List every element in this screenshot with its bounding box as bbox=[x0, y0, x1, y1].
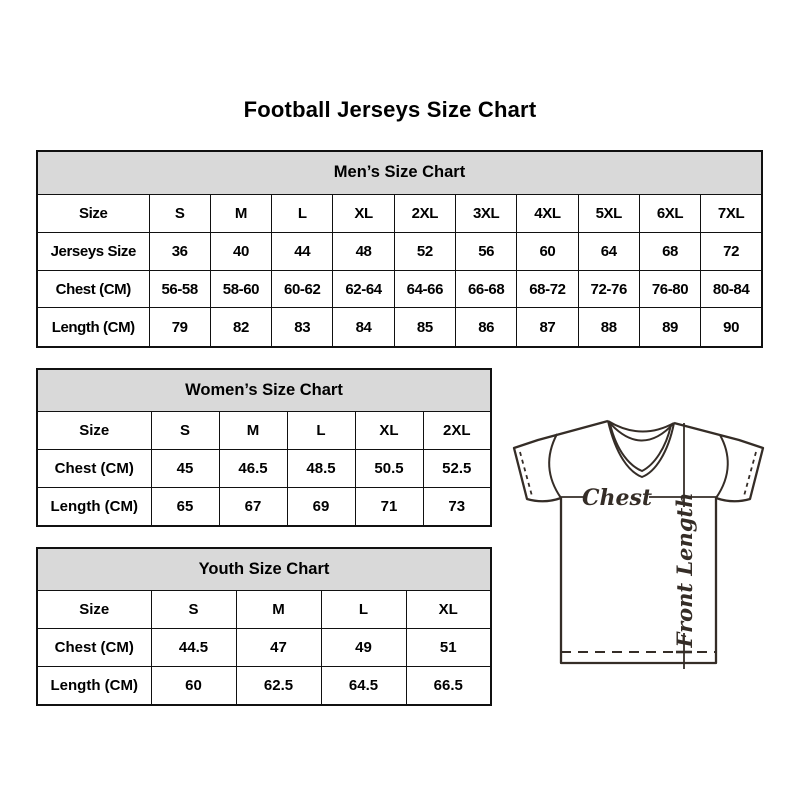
youth-table-row bbox=[37, 591, 491, 629]
mens-cell: 3XL bbox=[455, 194, 516, 232]
youth-cell: XL bbox=[406, 591, 491, 629]
youth-cell: 51 bbox=[406, 629, 491, 667]
womens-size-table bbox=[36, 368, 492, 527]
mens-row-label: Jerseys Size bbox=[37, 232, 149, 270]
mens-cell: 44 bbox=[272, 232, 333, 270]
mens-cell: XL bbox=[333, 194, 394, 232]
womens-table-row bbox=[37, 487, 491, 526]
youth-row-label: Length (CM) bbox=[37, 666, 151, 705]
mens-cell: 2XL bbox=[394, 194, 455, 232]
mens-cell: 5XL bbox=[578, 194, 639, 232]
mens-cell: L bbox=[272, 194, 333, 232]
womens-cell: 65 bbox=[151, 487, 219, 526]
womens-cell: S bbox=[151, 412, 219, 450]
front-length-label: Front Length bbox=[672, 492, 697, 648]
womens-cell: 67 bbox=[219, 487, 287, 526]
youth-cell: 66.5 bbox=[406, 666, 491, 705]
mens-cell: 85 bbox=[394, 308, 455, 347]
mens-cell: 72 bbox=[701, 232, 762, 270]
youth-cell: 44.5 bbox=[151, 629, 236, 667]
womens-size-table-grid bbox=[36, 368, 492, 527]
youth-cell: 64.5 bbox=[321, 666, 406, 705]
womens-row-label: Length (CM) bbox=[37, 487, 151, 526]
womens-cell: XL bbox=[355, 412, 423, 450]
womens-cell: 69 bbox=[287, 487, 355, 526]
mens-cell: 79 bbox=[149, 308, 210, 347]
mens-row-label: Size bbox=[37, 194, 149, 232]
youth-cell: 60 bbox=[151, 666, 236, 705]
mens-cell: 62-64 bbox=[333, 270, 394, 308]
womens-cell: 46.5 bbox=[219, 450, 287, 488]
mens-cell: 64 bbox=[578, 232, 639, 270]
mens-size-table-grid bbox=[36, 150, 763, 348]
mens-size-table bbox=[36, 150, 763, 348]
womens-cell: 48.5 bbox=[287, 450, 355, 488]
mens-cell: 88 bbox=[578, 308, 639, 347]
mens-table-title: Men’s Size Chart bbox=[37, 151, 762, 194]
mens-row-label: Length (CM) bbox=[37, 308, 149, 347]
womens-table-title: Women’s Size Chart bbox=[37, 369, 491, 412]
mens-cell: 60-62 bbox=[272, 270, 333, 308]
youth-cell: S bbox=[151, 591, 236, 629]
mens-cell: M bbox=[210, 194, 271, 232]
mens-row-label: Chest (CM) bbox=[37, 270, 149, 308]
mens-cell: 83 bbox=[272, 308, 333, 347]
mens-cell: 64-66 bbox=[394, 270, 455, 308]
womens-table-row bbox=[37, 450, 491, 488]
womens-cell: 73 bbox=[423, 487, 491, 526]
mens-table-row bbox=[37, 308, 762, 347]
mens-cell: 87 bbox=[517, 308, 578, 347]
youth-row-label: Size bbox=[37, 591, 151, 629]
youth-cell: M bbox=[236, 591, 321, 629]
youth-size-table-grid bbox=[36, 547, 492, 706]
mens-cell: 7XL bbox=[701, 194, 762, 232]
youth-cell: 49 bbox=[321, 629, 406, 667]
mens-cell: 68-72 bbox=[517, 270, 578, 308]
mens-cell: 84 bbox=[333, 308, 394, 347]
womens-cell: L bbox=[287, 412, 355, 450]
womens-row-label: Chest (CM) bbox=[37, 450, 151, 488]
womens-cell: 71 bbox=[355, 487, 423, 526]
youth-cell: 62.5 bbox=[236, 666, 321, 705]
womens-table-row bbox=[37, 412, 491, 450]
mens-cell: 40 bbox=[210, 232, 271, 270]
mens-cell: 6XL bbox=[639, 194, 700, 232]
youth-row-label: Chest (CM) bbox=[37, 629, 151, 667]
mens-table-row bbox=[37, 194, 762, 232]
mens-cell: 4XL bbox=[517, 194, 578, 232]
womens-row-label: Size bbox=[37, 412, 151, 450]
youth-table-row bbox=[37, 629, 491, 667]
mens-cell: 68 bbox=[639, 232, 700, 270]
mens-cell: 56-58 bbox=[149, 270, 210, 308]
mens-table-row bbox=[37, 232, 762, 270]
mens-cell: S bbox=[149, 194, 210, 232]
mens-cell: 36 bbox=[149, 232, 210, 270]
womens-cell: 52.5 bbox=[423, 450, 491, 488]
mens-cell: 86 bbox=[455, 308, 516, 347]
womens-cell: 45 bbox=[151, 450, 219, 488]
mens-cell: 58-60 bbox=[210, 270, 271, 308]
mens-cell: 66-68 bbox=[455, 270, 516, 308]
youth-cell: 47 bbox=[236, 629, 321, 667]
mens-cell: 52 bbox=[394, 232, 455, 270]
mens-cell: 90 bbox=[701, 308, 762, 347]
youth-table-row bbox=[37, 666, 491, 705]
mens-cell: 76-80 bbox=[639, 270, 700, 308]
mens-cell: 56 bbox=[455, 232, 516, 270]
mens-cell: 89 bbox=[639, 308, 700, 347]
mens-cell: 72-76 bbox=[578, 270, 639, 308]
mens-cell: 60 bbox=[517, 232, 578, 270]
chest-label: Chest bbox=[581, 485, 653, 511]
mens-cell: 80-84 bbox=[701, 270, 762, 308]
womens-cell: M bbox=[219, 412, 287, 450]
womens-cell: 50.5 bbox=[355, 450, 423, 488]
mens-cell: 82 bbox=[210, 308, 271, 347]
mens-cell: 48 bbox=[333, 232, 394, 270]
womens-cell: 2XL bbox=[423, 412, 491, 450]
youth-table-title: Youth Size Chart bbox=[37, 548, 491, 591]
jersey-measurement-diagram bbox=[505, 415, 767, 677]
jersey-outline-icon bbox=[514, 421, 763, 663]
page-title: Football Jerseys Size Chart bbox=[243, 97, 537, 122]
youth-size-table bbox=[36, 547, 492, 706]
youth-cell: L bbox=[321, 591, 406, 629]
mens-table-row bbox=[37, 270, 762, 308]
